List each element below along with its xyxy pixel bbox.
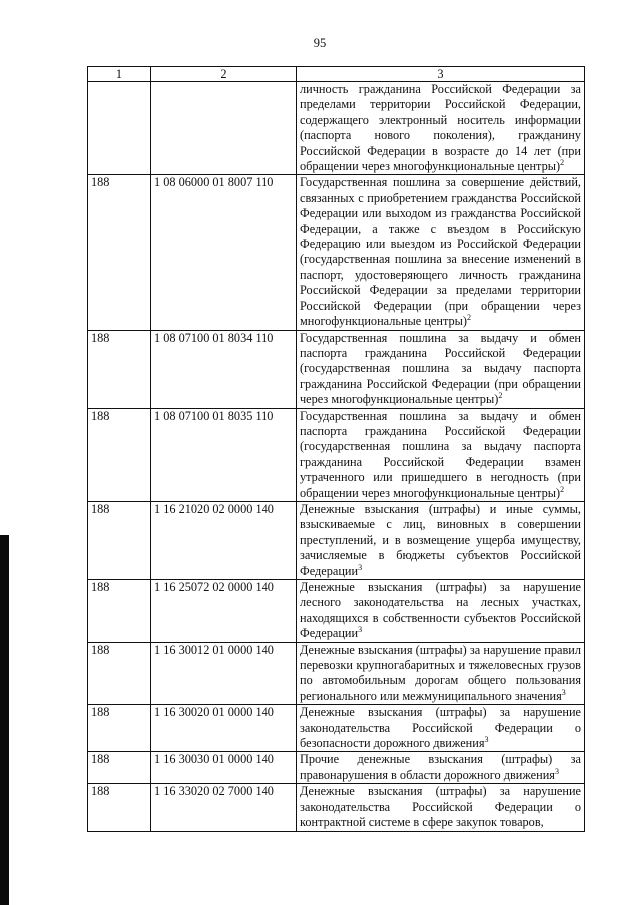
footnote-marker: 3 (358, 562, 363, 572)
column-header-1: 1 (88, 67, 151, 82)
description-text: Денежные взыскания (штрафы) за нарушение законодательства Российской Федерации о безопасности дорожного движения (300, 705, 581, 751)
table-row (88, 175, 585, 330)
description-cell (297, 175, 585, 330)
description-cell (297, 705, 585, 752)
table-row (88, 330, 585, 408)
table-row (88, 82, 585, 175)
admin-code-cell (88, 82, 151, 175)
admin-code-cell: 188 (88, 705, 151, 752)
footnote-marker: 2 (560, 484, 565, 494)
admin-code-cell: 188 (88, 175, 151, 330)
budget-code-cell (151, 82, 297, 175)
table-row (88, 501, 585, 579)
description-text: Денежные взыскания (штрафы) за нарушение законодательства Российской Федерации о контрактной системе в сфере закупок товаров, (300, 784, 581, 830)
budget-code-cell: 1 16 25072 02 0000 140 (151, 580, 297, 643)
budget-code-cell: 1 08 06000 01 8007 110 (151, 175, 297, 330)
description-text: Государственная пошлина за совершение действий, связанных с приобретением гражданства Российской Федерации или выходом из гражданства Российской Федерации, а также с въездом в Российскую Федерацию или выездом из Российской Федерации (государственная пошлина за внесение изменений в паспорт, удостоверяющего личность гражданина Российской Федерации за пределами территории Российской Федерации (при обращении через многофункциональные центры) (300, 175, 581, 329)
description-cell (297, 752, 585, 784)
budget-code-cell: 1 08 07100 01 8035 110 (151, 408, 297, 501)
description-cell (297, 408, 585, 501)
admin-code-cell: 188 (88, 642, 151, 705)
description-cell (297, 580, 585, 643)
table-row (88, 752, 585, 784)
description-text: Денежные взыскания (штрафы) и иные суммы, взыскиваемые с лиц, виновных в совершении преступлений, и в возмещение ущерба имуществу, зачисляемые в бюджеты субъектов Российской Федерации (300, 501, 581, 578)
table-row (88, 580, 585, 643)
description-cell (297, 784, 585, 831)
budget-code-cell: 1 16 30012 01 0000 140 (151, 642, 297, 705)
footnote-marker: 2 (467, 313, 471, 323)
footnote-marker: 3 (561, 687, 566, 697)
budget-code-cell: 1 16 30020 01 0000 140 (151, 705, 297, 752)
admin-code-cell: 188 (88, 580, 151, 643)
budget-code-cell: 1 16 21020 02 0000 140 (151, 501, 297, 579)
column-header-3: 3 (297, 67, 585, 82)
column-header-2: 2 (151, 67, 297, 82)
admin-code-cell: 188 (88, 784, 151, 831)
budget-code-cell: 1 08 07100 01 8034 110 (151, 330, 297, 408)
budget-code-cell: 1 16 30030 01 0000 140 (151, 752, 297, 784)
description-cell (297, 82, 585, 175)
admin-code-cell: 188 (88, 408, 151, 501)
table-row (88, 784, 585, 831)
description-text: Государственная пошлина за выдачу и обмен паспорта гражданина Российской Федерации (государственная пошлина за выдачу паспорта гражданина Российской Федерации (при обращении через многофункциональные центры) (300, 330, 581, 407)
page-number: 95 (313, 36, 327, 50)
footnote-marker: 2 (498, 391, 503, 401)
description-text: Денежные взыскания (штрафы) за нарушение лесного законодательства на лесных участках, находящихся в собственности субъектов Российской Федерации (300, 580, 581, 641)
description-cell (297, 330, 585, 408)
footnote-marker: 3 (484, 735, 489, 745)
footnote-marker: 3 (358, 625, 363, 635)
table-row (88, 642, 585, 705)
description-cell (297, 642, 585, 705)
description-text: личность гражданина Российской Федерации за пределами территории Российской Федерации, содержащего электронный носитель информации (паспорта нового поколения), гражданину Российской Федерации в возрасте до 14 лет (при обращении через многофункциональные центры) (300, 82, 581, 174)
footnote-marker: 3 (554, 766, 559, 776)
description-cell (297, 501, 585, 579)
table-row (88, 408, 585, 501)
revenue-codes-table (87, 66, 585, 832)
description-text: Прочие денежные взыскания (штрафы) за правонарушения в области дорожного движения (300, 752, 581, 782)
table-header-row (88, 67, 585, 82)
table-row (88, 705, 585, 752)
admin-code-cell: 188 (88, 330, 151, 408)
admin-code-cell: 188 (88, 752, 151, 784)
footnote-marker: 2 (560, 158, 565, 168)
budget-code-cell: 1 16 33020 02 7000 140 (151, 784, 297, 831)
admin-code-cell: 188 (88, 501, 151, 579)
description-text: Государственная пошлина за выдачу и обмен паспорта гражданина Российской Федерации (государственная пошлина за выдачу паспорта гражданина Российской Федерации взамен утраченного или пришедшего в негодность (при обращении через многофункциональные центры) (300, 408, 581, 500)
scan-edge-shadow (0, 535, 9, 905)
description-text: Денежные взыскания (штрафы) за нарушение правил перевозки крупногабаритных и тяжеловесных грузов по автомобильным дорогам общего пользования регионального или межмуниципального значения (300, 642, 581, 703)
